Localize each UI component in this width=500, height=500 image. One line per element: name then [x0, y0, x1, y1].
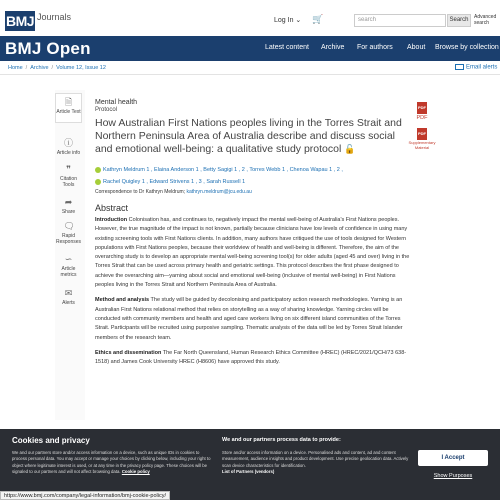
correspondence-email[interactable]: kathryn.meldrum@jcu.edu.au [186, 189, 252, 195]
chevron-down-icon: ⌄ [295, 17, 302, 24]
status-bar-url: https://www.bmj.com/company/legal-information/bmj-cookie-policy/ [0, 491, 170, 500]
cookie-banner [0, 429, 500, 500]
authors-line-2[interactable]: Rachel Quigley 1 , Edward Strivens 1 , 3 , Sarah Russell 1 [95, 176, 413, 188]
breadcrumb-bar [0, 61, 500, 75]
cookie-title: Cookies and privacy [12, 436, 90, 445]
login-link[interactable]: Log In ⌄ [274, 17, 302, 24]
journal-title[interactable]: BMJ Open [5, 39, 91, 58]
cookie-policy-link[interactable]: Cookie policy [121, 468, 150, 474]
tool-article-info[interactable]: ⓘ Article info [56, 138, 81, 156]
breadcrumb-archive[interactable]: Archive [30, 65, 49, 71]
tool-article-text[interactable]: 🗎 Article Text [55, 93, 82, 123]
metrics-icon: ∽ [64, 254, 73, 264]
envelope-icon: ✉ [64, 288, 73, 298]
open-access-icon: 🔓 [344, 144, 356, 154]
pdf-icon: PDF [417, 128, 427, 140]
cart-icon[interactable]: 🛒 [312, 14, 324, 24]
breadcrumb: Home / Archive / Volume 12, Issue 12 [8, 65, 106, 71]
nav-archive[interactable]: Archive [321, 44, 345, 51]
tool-share[interactable]: ➦ Share [61, 197, 76, 215]
abstract-methods: Method and analysis The study will be guided by decolonising and participatory action research methodologies. Yarning is an Australian First Nations relational method that relies on storytelling as a way of sharing knowledge. Yarning circles will be conducted with community members and health and aged care workers living on six different island communities of the Torres Strait. Participants will be recruited using purposive sampling. Thematic analysis of the data will be led by Torres Strait Islander members of the research team. [95, 297, 403, 341]
cookie-text: We and our partners store and/or access information on a device, such as unique IDs in cookies to process personal data. You may accept or manage your choices by clicking below, including your right to object where legitimate interest is used, or at any time in the privacy policy page. These choices will be signaled to our partners and will not affect browsing data. Cookie policy [12, 450, 211, 474]
orcid-icon [95, 179, 101, 185]
author-list [95, 164, 413, 188]
breadcrumb-volume[interactable]: Volume 12, Issue 12 [56, 65, 106, 71]
partners-text: Store and/or access information on a device. Personalised ads and content, ad and content measurement, audience insights and product development. Use precise geolocation data. Actively scan device characteristics for identification. List of Partners (vendors) [222, 450, 409, 474]
tool-rapid-responses[interactable]: 🗨 Rapid Responses [56, 221, 82, 245]
search-input[interactable]: search [354, 14, 446, 27]
tool-citation-tools[interactable]: ❞ Citation Tools [60, 164, 77, 188]
accept-cookies-button[interactable]: I Accept [418, 450, 488, 466]
search-button[interactable]: Search [447, 14, 471, 27]
pdf-icon: PDF [417, 102, 427, 114]
email-alerts-link[interactable]: Email alerts [455, 64, 497, 71]
tool-alerts[interactable]: ✉ Alerts [62, 288, 75, 306]
partners-title: We and our partners process data to provide: [222, 437, 341, 443]
abstract-introduction: Introduction Colonisation has, and continues to, negatively impact the mental well-being of Australia's First Nations peoples. However, the true magnitude of the impact is not known, partially because clinicians have low levels of confidence in using many existing screening tools with First Nations clients. In addition, many authors have critiqued the use of tools designed for Western populations with First Nations peoples, because their worldview of health and well-being is different. Therefore, the aim of the overarching study is to develop an appropriate mental well-being screening tool(s) for older adults (aged 45 and over) living in the Torres Strait that can be used across primary health and geriatric settings. This protocol describes the first phase designed to achieve the overarching aim—yarning about social and emotional well-being (inclusive of mental well-being) in First Nations peoples living in the Torres Strait and Northern Peninsula Area of Australia. [95, 217, 410, 289]
nav-for-authors[interactable]: For authors [357, 44, 393, 51]
chat-icon: 🗨 [63, 221, 75, 231]
correspondence: Correspondence to Dr Kathryn Meldrum; kathryn.meldrum@jcu.edu.au [95, 189, 252, 195]
bmj-logo[interactable]: BMJ [5, 13, 35, 29]
article-title: How Australian First Nations peoples living in the Torres Strait and Northern Peninsula Area of Australia describe and discuss social and emotional well-being: a qualitative study protocol 🔓 [95, 117, 402, 155]
tool-article-metrics[interactable]: ∽ Article metrics [60, 254, 77, 278]
breadcrumb-home[interactable]: Home [8, 65, 23, 71]
show-purposes-link[interactable]: Show Purposes [433, 473, 473, 479]
info-icon: ⓘ [63, 138, 73, 148]
envelope-icon [455, 64, 464, 70]
orcid-icon [95, 167, 101, 173]
share-icon: ➦ [64, 197, 73, 207]
article-text-icon: 🗎 [64, 97, 73, 107]
nav-browse-collection[interactable]: Browse by collection [435, 44, 499, 51]
nav-latest-content[interactable]: Latest content [265, 44, 309, 51]
vendors-link[interactable]: List of Partners (vendors) [222, 468, 275, 474]
article-body [95, 99, 413, 367]
journal-brand-bar [0, 36, 500, 61]
journals-label[interactable]: Journals [37, 12, 72, 22]
quote-icon: ❞ [66, 164, 71, 174]
abstract-heading: Abstract [95, 203, 129, 213]
top-utility-bar [0, 0, 500, 36]
advanced-search-link[interactable]: Advanced search [474, 14, 497, 26]
pdf-download[interactable]: PDF PDF [412, 102, 432, 121]
article-type: Protocol [95, 107, 118, 113]
nav-about[interactable]: About [407, 44, 426, 51]
authors-line-1[interactable]: Kathryn Meldrum 1 , Elaina Anderson 1 , Betty Sagigi 1 , 2 , Torres Webb 1 , Chenoa Wapau 1 , 2 , [95, 164, 413, 176]
supplementary-download[interactable]: PDF Supplementary Material [408, 128, 436, 150]
abstract-ethics: Ethics and dissemination The Far North Queensland, Human Research Ethics Committee (HREC) (HREC/2021/QCH/73 638-1518) and James Cook University HREC (H8606) have approved this study. [95, 349, 407, 366]
article-section[interactable]: Mental health [95, 99, 138, 106]
